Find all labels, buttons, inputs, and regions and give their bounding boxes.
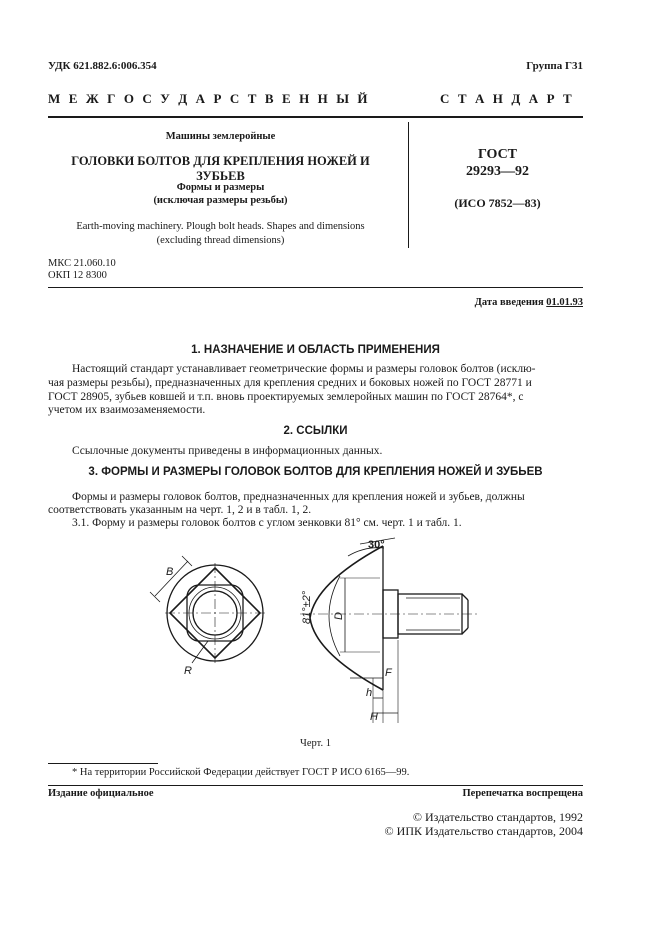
footer-rule <box>48 785 583 786</box>
copyright-2004: © ИПК Издательство стандартов, 2004 <box>384 824 583 838</box>
iso-reference: (ИСО 7852—83) <box>454 196 541 210</box>
section1-line3: ГОСТ 28905, зубьев ковшей и т.п. вновь проектируемых землеройных машин по ГОСТ 28764*, с <box>48 391 524 403</box>
section1-line4: учетом их взаимозаменяемости. <box>48 404 206 416</box>
footnote-rule <box>48 763 158 764</box>
head-dome-profile <box>310 546 383 690</box>
english-title-line2: (excluding thread dimensions) <box>156 235 285 246</box>
section2-heading: 2. ССЫЛКИ <box>283 425 348 437</box>
title-divider <box>408 122 409 248</box>
label-angle30: 30° <box>368 539 385 551</box>
label-d: D <box>333 612 345 620</box>
forms-subtitle: Формы и размеры <box>176 182 265 193</box>
section3-heading: 3. ФОРМЫ И РАЗМЕРЫ ГОЛОВОК БОЛТОВ ДЛЯ КРЕПЛЕНИЯ НОЖЕЙ И ЗУБЬЕВ <box>88 466 543 478</box>
section1-line2: чая размеры резьбы), предназначенных для крепления средних и боковых ножей по ГОСТ 28771 и <box>48 377 532 389</box>
figure-caption: Черт. 1 <box>300 738 331 749</box>
label-angle81: 81°±2° <box>301 590 313 624</box>
okp-code: ОКП 12 8300 <box>48 270 107 281</box>
standard-title-left: М Е Ж Г О С У Д А Р С Т В Е Н Н Ы Й <box>48 91 371 106</box>
label-h-small: h <box>366 687 373 699</box>
document-title: ГОЛОВКИ БОЛТОВ ДЛЯ КРЕПЛЕНИЯ НОЖЕЙ И ЗУБЬЕВ <box>71 154 370 183</box>
standard-title-right: С Т А Н Д А Р Т <box>440 91 575 106</box>
footnote: * На территории Российской Федерации действует ГОСТ Р ИСО 6165—99. <box>72 767 410 778</box>
introduction-date <box>475 297 583 308</box>
group-code: Группа Г31 <box>526 60 583 72</box>
mks-code: МКС 21.060.10 <box>48 258 116 269</box>
english-title-line1: Earth-moving machinery. Plough bolt heads. Shapes and dimensions <box>76 221 365 232</box>
section1-heading: 1. НАЗНАЧЕНИЕ И ОБЛАСТЬ ПРИМЕНЕНИЯ <box>191 344 440 356</box>
label-f: F <box>385 667 392 679</box>
section1-line1: Настоящий стандарт устанавливает геометрические формы и размеры головок болтов (исклю- <box>72 363 536 375</box>
label-b: B <box>166 566 174 578</box>
official-edition: Издание официальное <box>48 788 154 799</box>
header-rule <box>48 116 583 118</box>
reprint-prohibited: Перепечатка воспрещена <box>462 788 583 799</box>
bolt-head-drawing <box>130 528 510 728</box>
label-r: R <box>184 665 192 677</box>
gost-label: ГОСТ <box>477 147 518 162</box>
introduction-date-label: Дата введения <box>474 297 544 308</box>
section2-text: Ссылочные документы приведены в информационных данных. <box>72 445 383 457</box>
copyright-1992: © Издательство стандартов, 1992 <box>412 810 583 824</box>
introduction-date-value: 01.01.93 <box>546 297 583 308</box>
section3-line1: Формы и размеры головок болтов, предназначенных для крепления ножей и зубьев, должны <box>72 491 525 503</box>
machines-subtitle: Машины землеройные <box>165 131 276 142</box>
udk-code: УДК 621.882.6:006.354 <box>48 60 157 72</box>
excluding-subtitle: (исключая размеры резьбы) <box>153 195 288 206</box>
label-h-large: H <box>370 711 378 723</box>
gost-number: 29293—92 <box>466 164 529 179</box>
title-bottom-rule <box>48 287 583 288</box>
section3-line2: соответствовать указанным на черт. 1, 2 и в табл. 1, 2. <box>48 504 312 516</box>
section3-item31: 3.1. Форму и размеры головок болтов с углом зенковки 81° см. черт. 1 и табл. 1. <box>72 517 462 529</box>
